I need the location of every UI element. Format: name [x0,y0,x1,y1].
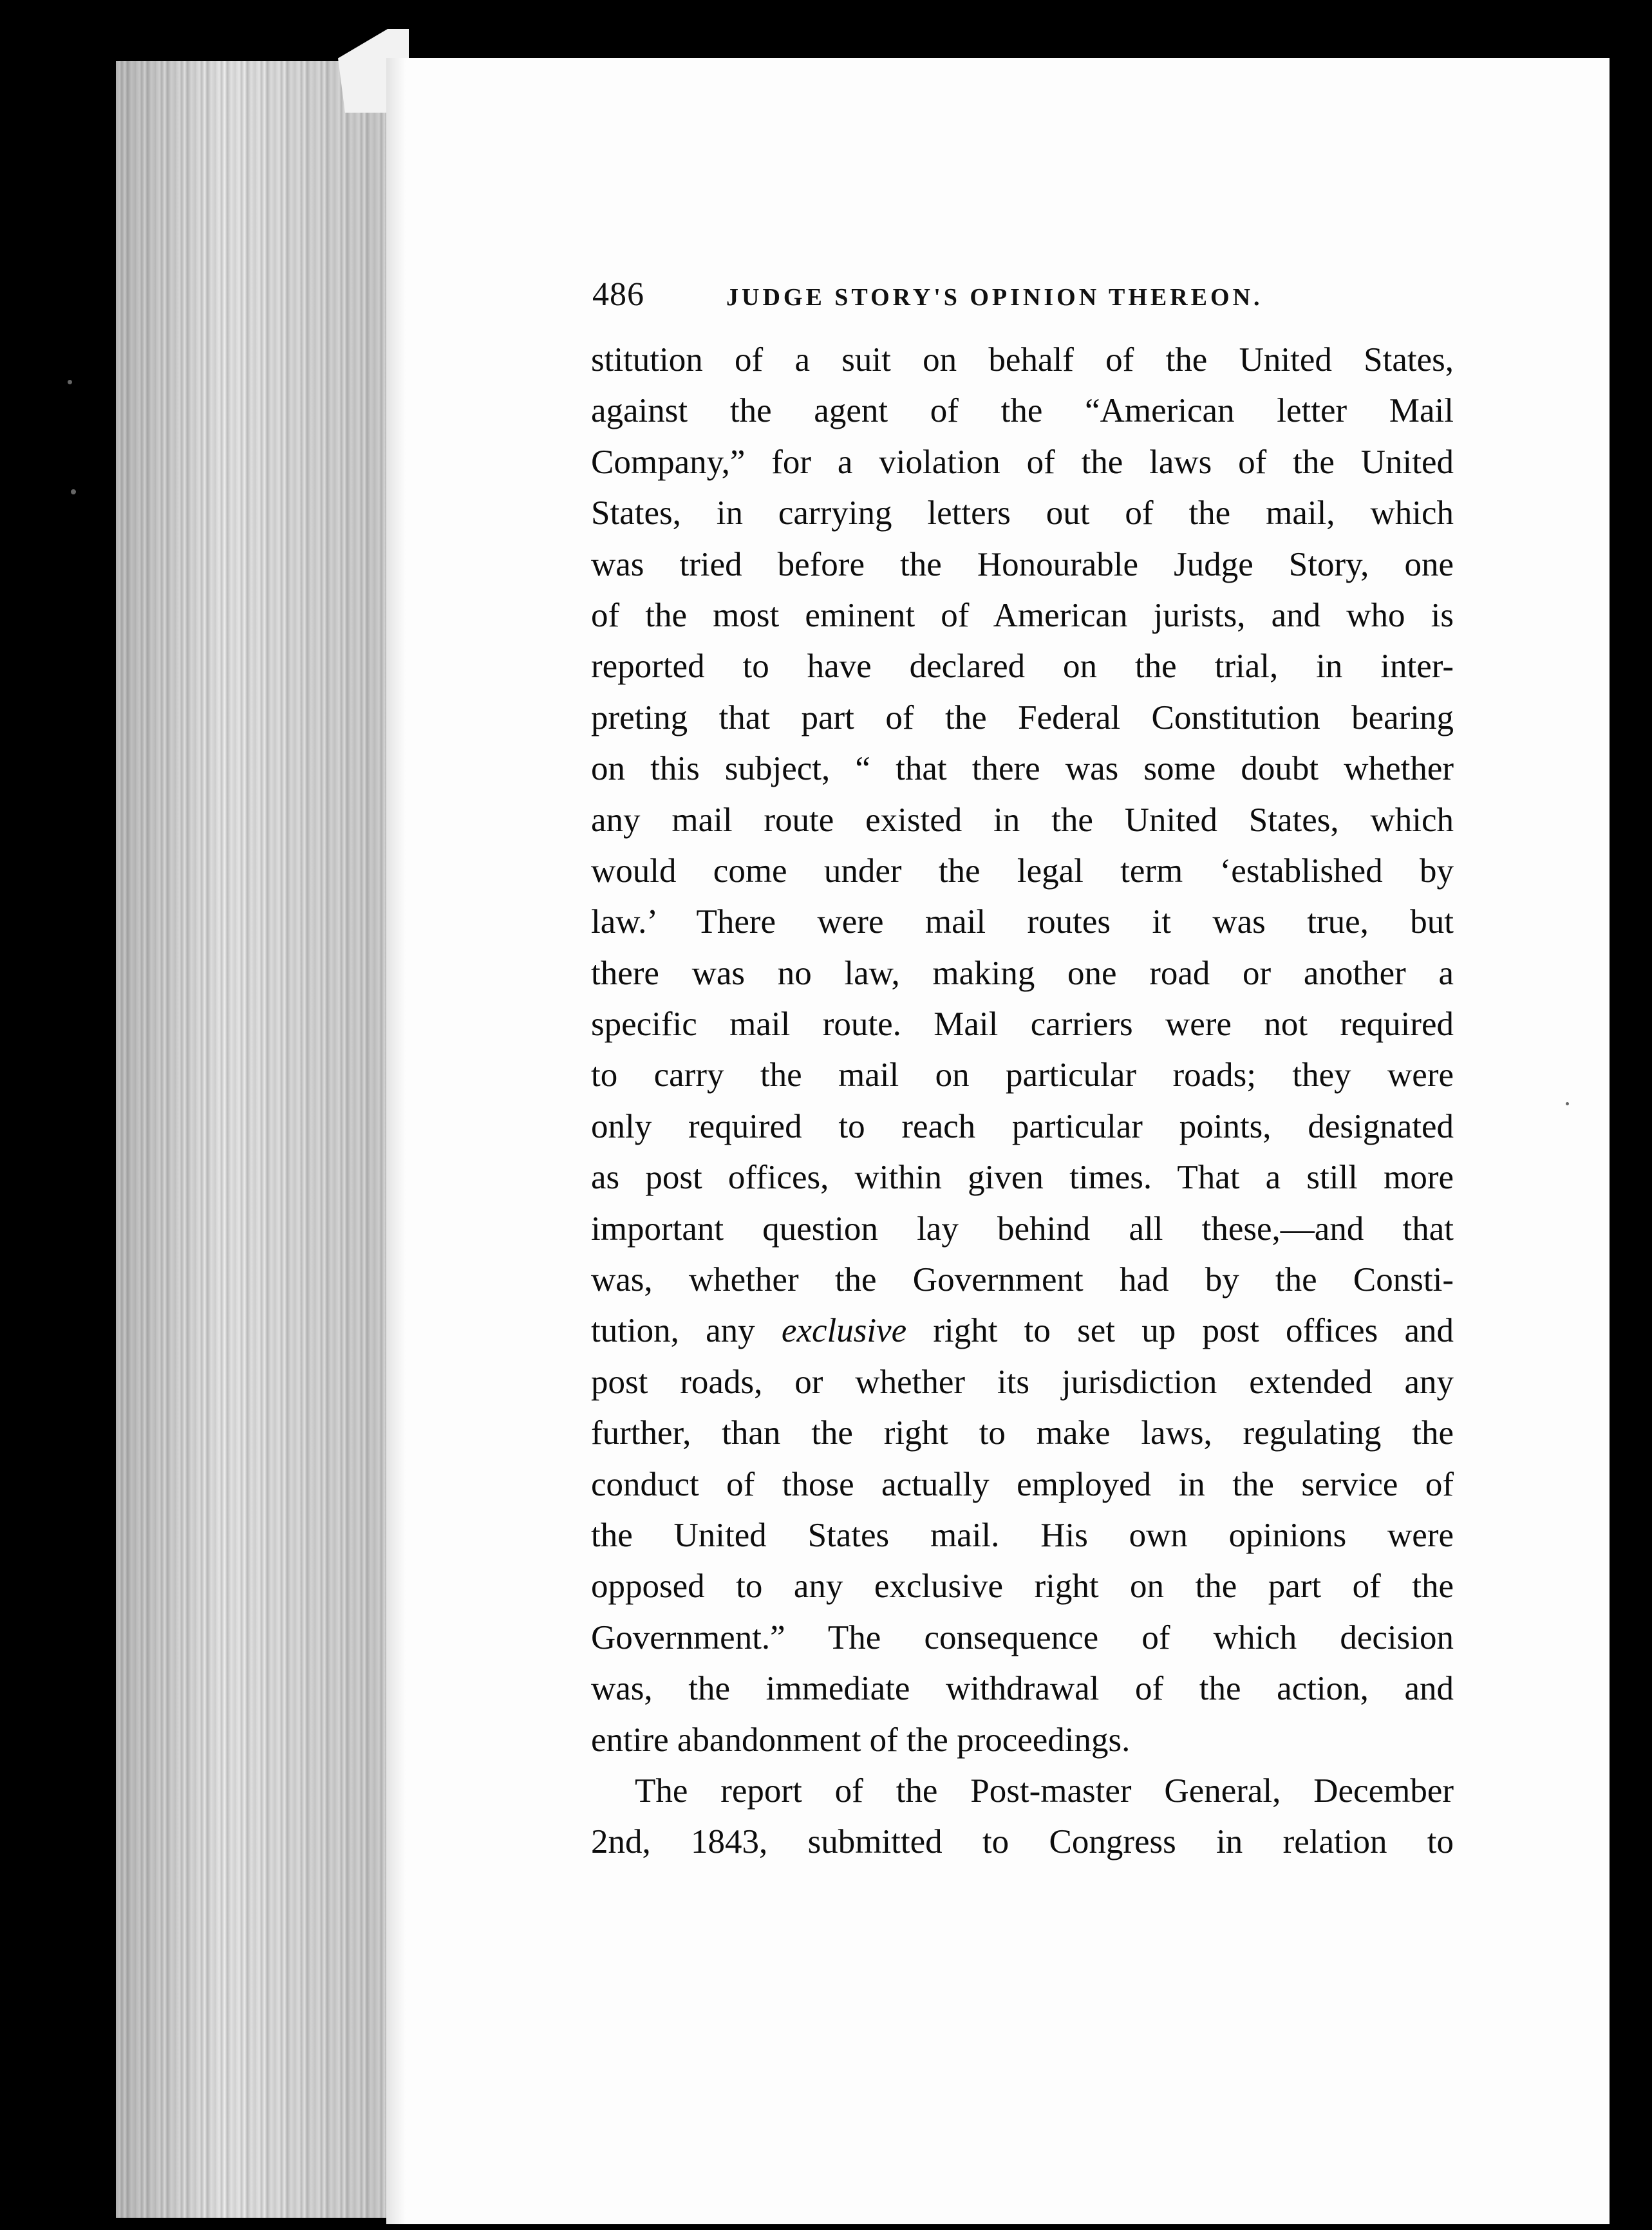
italic-word: exclusive [781,1312,907,1350]
body-text [591,335,1454,1868]
text-segment: right to set up post offices and [933,1312,1454,1350]
text-line: Government.” The consequence of which decision [591,1618,1454,1656]
text-line: on this subject, “ that there was some doubt whether [591,750,1454,788]
text-segment: tution, any [591,1312,755,1350]
text-line: conduct of those actually employed in the service of [591,1465,1454,1503]
text-line: reported to have declared on the trial, in inter- [591,648,1454,686]
text-line: further, than the right to make laws, regulating the [591,1414,1454,1452]
text-line: was tried before the Honourable Judge Story, one [591,545,1454,583]
scan-speck [71,489,76,494]
text-line: opposed to any exclusive right on the part of the [591,1568,1454,1606]
text-line [591,1306,1454,1356]
scan-speck [1566,1102,1569,1105]
text-line: post roads, or whether its jurisdiction extended any [591,1363,1454,1401]
scan-border [1610,58,1652,2224]
scan-speck [68,380,72,384]
text-line: as post offices, within given times. That a still more [591,1159,1454,1197]
text-line: preting that part of the Federal Constitution bearing [591,698,1454,736]
text-line: law.’ There were mail routes it was true, but [591,903,1454,941]
text-line: entire abandonment of the proceedings. [591,1721,1131,1759]
text-line: only required to reach particular points, designated [591,1107,1454,1145]
running-head: JUDGE STORY'S OPINION THEREON. [726,284,1263,311]
text-line: 2nd, 1843, submitted to Congress in relation to [591,1823,1454,1861]
text-line: was, the immediate withdrawal of the action, and [591,1670,1454,1708]
text-line: of the most eminent of American jurists, and who is [591,596,1454,634]
text-line: would come under the legal term ‘established by [591,852,1454,890]
text-line: The report of the Post-master General, December [635,1772,1454,1810]
text-line: important question lay behind all these,—and that [591,1210,1454,1248]
text-line: the United States mail. His own opinions were [591,1516,1454,1554]
text-line: Company,” for a violation of the laws of the United [591,443,1454,481]
text-line: States, in carrying letters out of the mail, which [591,494,1454,532]
text-line: against the agent of the “American letter Mail [591,392,1454,430]
page-number: 486 [592,276,644,313]
text-line: specific mail route. Mail carriers were not required [591,1006,1454,1044]
text-line: there was no law, making one road or another a [591,954,1454,992]
text-line: stitution of a suit on behalf of the United States, [591,341,1454,379]
text-line: was, whether the Government had by the Consti- [591,1261,1454,1299]
text-line: to carry the mail on particular roads; they were [591,1056,1454,1094]
text-line: any mail route existed in the United States, which [591,801,1454,839]
page-header [592,276,1455,314]
book-page-edges [116,61,393,2218]
